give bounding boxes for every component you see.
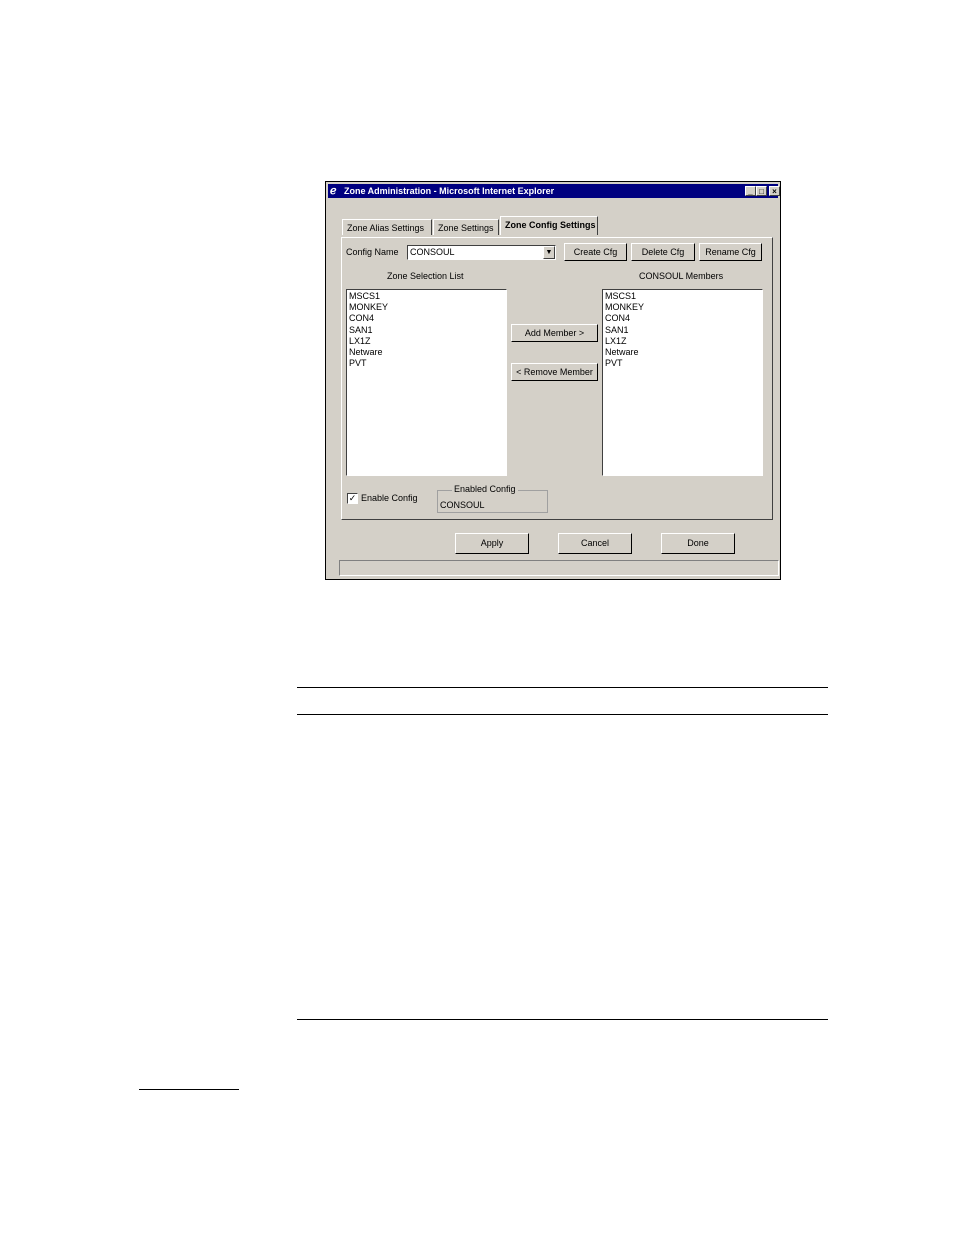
- list-item[interactable]: Netware: [349, 347, 383, 358]
- rename-cfg-button[interactable]: Rename Cfg: [699, 243, 762, 261]
- done-button[interactable]: Done: [661, 533, 735, 554]
- list-item[interactable]: SAN1: [349, 324, 373, 335]
- zone-administration-window: [325, 181, 781, 580]
- internet-explorer-icon: ℯ: [330, 185, 337, 197]
- list-item[interactable]: MONKEY: [605, 302, 645, 313]
- enabled-config-legend: Enabled Config: [454, 484, 516, 494]
- table-bottom-rule: [297, 1019, 828, 1020]
- table-header-rule: [297, 714, 828, 715]
- cancel-button[interactable]: Cancel: [558, 533, 632, 554]
- list-item[interactable]: CON4: [349, 313, 375, 324]
- footnote-rule: [139, 1089, 239, 1090]
- enabled-config-value: CONSOUL: [440, 500, 485, 510]
- zone-selection-list-heading: Zone Selection List: [387, 271, 464, 281]
- tab-label: Zone Alias Settings: [347, 223, 425, 233]
- tab-zone-config-settings[interactable]: [500, 216, 598, 235]
- tab-zone-alias-settings[interactable]: [342, 219, 432, 235]
- create-cfg-button[interactable]: Create Cfg: [564, 243, 627, 261]
- list-item[interactable]: MSCS1: [605, 291, 637, 301]
- config-name-select[interactable]: [407, 245, 556, 260]
- enabled-config-group: [437, 484, 548, 513]
- list-item[interactable]: LX1Z: [349, 335, 371, 346]
- apply-button[interactable]: Apply: [455, 533, 529, 554]
- zone-selection-list[interactable]: [346, 289, 507, 476]
- add-member-button[interactable]: Add Member >: [511, 324, 598, 342]
- close-button[interactable]: ×: [769, 186, 780, 196]
- tab-label: Zone Settings: [438, 223, 494, 233]
- list-item[interactable]: LX1Z: [605, 335, 627, 346]
- enable-config-label: Enable Config: [361, 493, 418, 503]
- table-top-rule: [297, 687, 828, 688]
- list-item[interactable]: PVT: [605, 358, 623, 369]
- list-item[interactable]: Netware: [605, 347, 639, 358]
- config-members-list[interactable]: [602, 289, 763, 476]
- list-item[interactable]: MSCS1: [349, 291, 381, 301]
- config-name-value: CONSOUL: [410, 247, 455, 257]
- members-list-heading: CONSOUL Members: [639, 271, 724, 281]
- tab-zone-settings[interactable]: [433, 219, 499, 235]
- delete-cfg-button[interactable]: Delete Cfg: [631, 243, 695, 261]
- chevron-down-icon[interactable]: ▼: [543, 246, 555, 259]
- title-bar[interactable]: [328, 184, 778, 198]
- remove-member-button[interactable]: < Remove Member: [511, 363, 598, 381]
- list-item[interactable]: SAN1: [605, 324, 629, 335]
- tab-label: Zone Config Settings: [505, 220, 596, 230]
- minimize-button[interactable]: _: [745, 186, 756, 196]
- window-title: Zone Administration - Microsoft Internet Explorer: [344, 186, 555, 196]
- maximize-button[interactable]: □: [756, 186, 767, 196]
- list-item[interactable]: MONKEY: [349, 302, 389, 313]
- list-item[interactable]: PVT: [349, 358, 367, 369]
- config-name-label: Config Name: [346, 247, 399, 257]
- enable-config-checkbox[interactable]: ✓: [348, 493, 357, 503]
- list-item[interactable]: CON4: [605, 313, 631, 324]
- status-bar: [339, 560, 779, 576]
